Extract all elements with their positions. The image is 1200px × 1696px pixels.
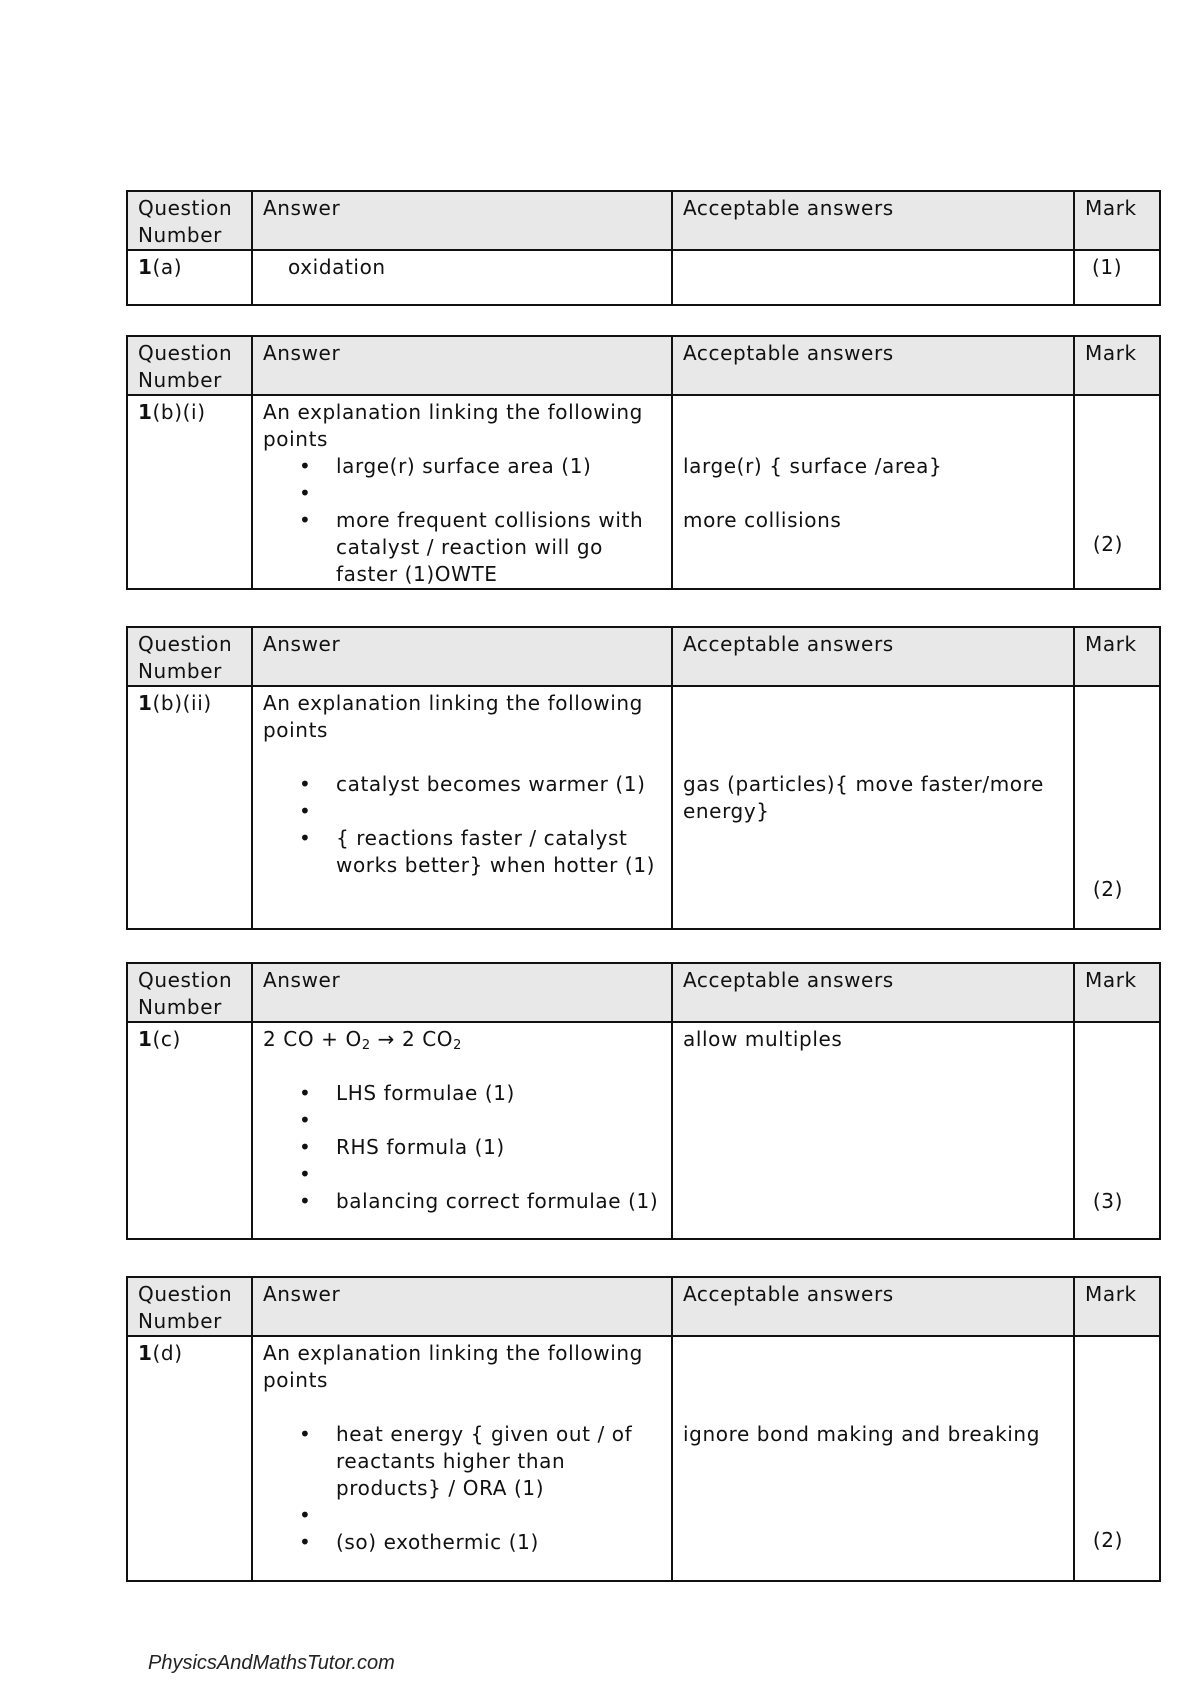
spacer	[263, 1161, 661, 1188]
answer-intro: An explanation linking the following points	[263, 400, 643, 451]
answer-points	[263, 771, 661, 879]
answer-point: • catalyst becomes warmer (1)	[263, 771, 661, 798]
answer-cell	[252, 250, 672, 305]
acceptable-answer: large(r) { surface /area}	[683, 454, 943, 478]
question-number-header: Question Number	[127, 963, 252, 1022]
answer-point: • RHS formula (1)	[263, 1134, 661, 1161]
table-row	[127, 250, 1160, 305]
acceptable-cell	[672, 1022, 1074, 1239]
spacer	[263, 1394, 661, 1421]
question-number-header: Question Number	[127, 627, 252, 686]
answer-cell	[252, 1022, 672, 1239]
table-row	[127, 686, 1160, 929]
answer-header: Answer	[252, 963, 672, 1022]
answer-points	[263, 1080, 661, 1215]
answer-cell	[252, 395, 672, 589]
acceptable-cell	[672, 250, 1074, 305]
question-number: 1(a)	[127, 250, 252, 305]
spacer	[683, 426, 1063, 453]
acceptable-cell	[672, 686, 1074, 929]
question-number: 1(c)	[127, 1022, 252, 1239]
spacer	[683, 717, 1063, 744]
spacer	[683, 399, 1063, 426]
question-number: 1(b)(ii)	[127, 686, 252, 929]
answer-points	[263, 1421, 661, 1556]
spacer	[683, 1394, 1063, 1421]
mark-cell	[1074, 1022, 1160, 1239]
answer-point: • large(r) surface area (1)	[263, 453, 661, 480]
spacer	[263, 798, 661, 825]
answer-point: • (so) exothermic (1)	[263, 1529, 661, 1556]
spacer	[263, 1502, 661, 1529]
header-row	[127, 1277, 1160, 1336]
answer-header: Answer	[252, 191, 672, 250]
mark-cell	[1074, 1336, 1160, 1581]
mark-header: Mark	[1074, 627, 1160, 686]
mark-value: (2)	[1092, 1528, 1123, 1552]
footer-site-name: PhysicsAndMathsTutor.com	[148, 1652, 395, 1674]
mark-scheme-table-1a	[126, 190, 1161, 306]
answer-cell	[252, 1336, 672, 1581]
mark-header: Mark	[1074, 963, 1160, 1022]
mark-value: (3)	[1092, 1189, 1123, 1213]
mark-header: Mark	[1074, 191, 1160, 250]
answer-point: • heat energy { given out / of reactants higher than products} / ORA (1)	[263, 1421, 661, 1502]
spacer	[263, 1107, 661, 1134]
mark-scheme-table-1bii	[126, 626, 1161, 930]
mark-cell	[1074, 395, 1160, 589]
acceptable-answers-header: Acceptable answers	[672, 191, 1074, 250]
answer-header: Answer	[252, 1277, 672, 1336]
mark-value: (1)	[1092, 255, 1123, 279]
answer-cell	[252, 686, 672, 929]
mark-value: (2)	[1092, 532, 1123, 556]
answer-intro: An explanation linking the following points	[263, 691, 643, 742]
acceptable-answers-header: Acceptable answers	[672, 336, 1074, 395]
acceptable-cell	[672, 1336, 1074, 1581]
table-row	[127, 395, 1160, 589]
acceptable-answer: allow multiples	[683, 1027, 843, 1051]
answer-intro: An explanation linking the following points	[263, 1341, 643, 1392]
spacer	[263, 480, 661, 507]
answer-point: • { reactions faster / catalyst works better} when hotter (1)	[263, 825, 661, 879]
answer-header: Answer	[252, 627, 672, 686]
mark-cell	[1074, 250, 1160, 305]
spacer	[683, 480, 1063, 507]
mark-scheme-table-1bi	[126, 335, 1161, 590]
header-row	[127, 191, 1160, 250]
table-row	[127, 1336, 1160, 1581]
acceptable-answer: ignore bond making and breaking	[683, 1422, 1041, 1446]
chemical-equation: 2 CO + $O_2 \to 2$ $CO_2$	[263, 1027, 463, 1053]
mark-header: Mark	[1074, 1277, 1160, 1336]
acceptable-answers-header: Acceptable answers	[672, 627, 1074, 686]
mark-scheme-table-1c	[126, 962, 1161, 1240]
mark-value: (2)	[1092, 877, 1123, 901]
acceptable-answers-header: Acceptable answers	[672, 963, 1074, 1022]
answer-points	[263, 453, 661, 588]
spacer	[683, 1367, 1063, 1394]
question-number: 1(d)	[127, 1336, 252, 1581]
mark-cell	[1074, 686, 1160, 929]
header-row	[127, 963, 1160, 1022]
spacer	[683, 690, 1063, 717]
spacer	[683, 1340, 1063, 1367]
mark-header: Mark	[1074, 336, 1160, 395]
spacer	[263, 1053, 661, 1080]
question-number-header: Question Number	[127, 191, 252, 250]
answer-text: oxidation	[288, 255, 386, 279]
mark-scheme-table-1d	[126, 1276, 1161, 1582]
acceptable-answer: more collisions	[683, 508, 842, 532]
acceptable-answer: gas (particles){ move faster/more energy}	[683, 772, 1044, 823]
header-row	[127, 336, 1160, 395]
spacer	[683, 744, 1063, 771]
acceptable-cell	[672, 395, 1074, 589]
spacer	[263, 744, 661, 771]
question-number: 1(b)(i)	[127, 395, 252, 589]
question-number-header: Question Number	[127, 1277, 252, 1336]
header-row	[127, 627, 1160, 686]
answer-header: Answer	[252, 336, 672, 395]
answer-point: • balancing correct formulae (1)	[263, 1188, 661, 1215]
question-number-header: Question Number	[127, 336, 252, 395]
answer-point: • more frequent collisions with catalyst / reaction will go faster (1)OWTE	[263, 507, 661, 588]
answer-point: • LHS formulae (1)	[263, 1080, 661, 1107]
acceptable-answers-header: Acceptable answers	[672, 1277, 1074, 1336]
table-row	[127, 1022, 1160, 1239]
